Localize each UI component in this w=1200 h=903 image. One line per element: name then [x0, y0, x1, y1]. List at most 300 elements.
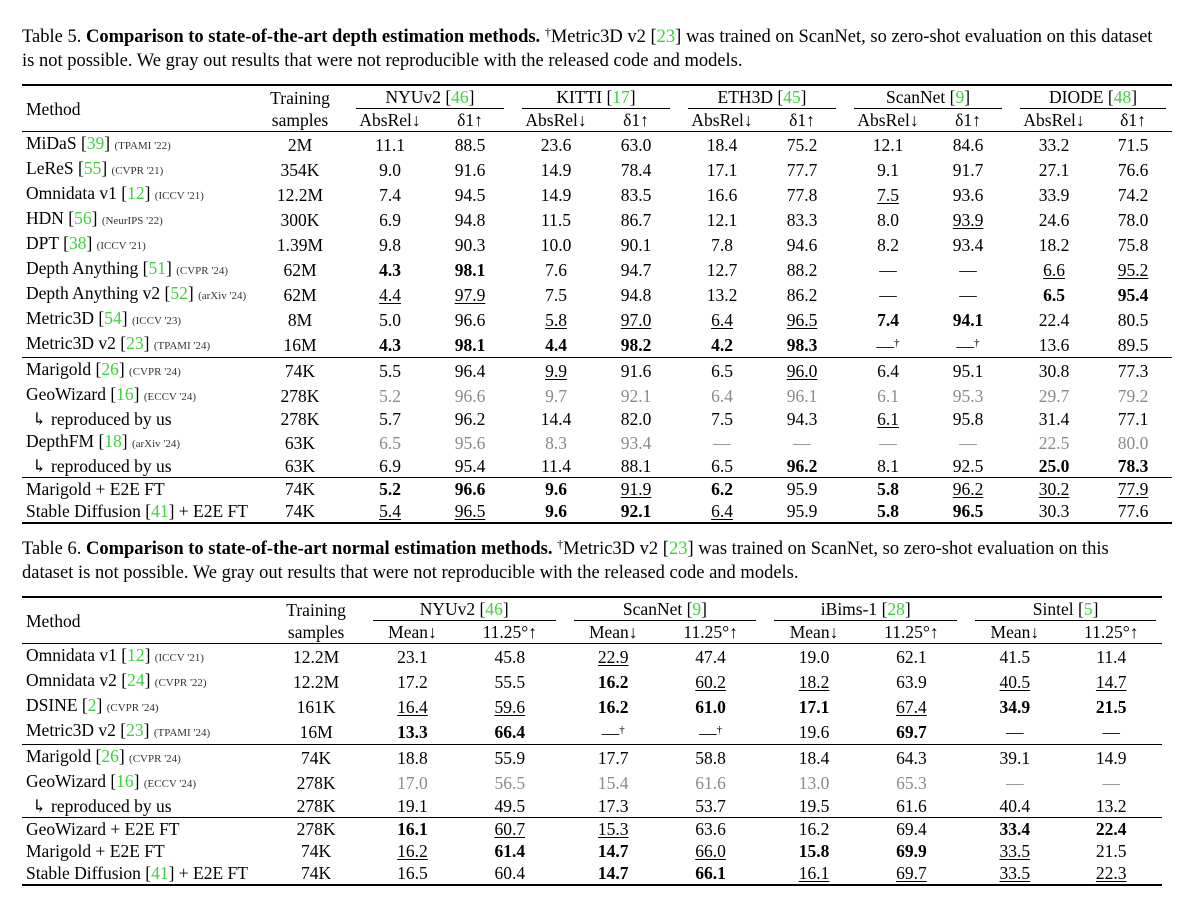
metric-value: 6.9 — [379, 209, 401, 230]
samples-cell — [265, 745, 366, 771]
metric-label: 11.25°↑ — [482, 622, 538, 642]
value-cell — [682, 307, 762, 332]
value-cell — [350, 430, 430, 455]
value-cell — [928, 307, 1008, 332]
value-cell — [928, 430, 1008, 455]
value-cell — [430, 332, 510, 358]
value-cell — [928, 207, 1008, 232]
samples-cell — [250, 455, 350, 478]
value-cell — [848, 408, 928, 430]
dataset-header — [682, 85, 842, 109]
metric-value: 98.1 — [454, 259, 486, 280]
value-cell — [1094, 257, 1172, 282]
metric-value: 17.1 — [798, 696, 830, 717]
metric-value: 96.5 — [786, 309, 818, 330]
metric-value: 17.3 — [597, 796, 629, 816]
metric-label: AbsRel↓ — [857, 110, 919, 130]
metric-value: 92.5 — [952, 456, 984, 476]
value-cell — [568, 694, 659, 719]
value-cell — [969, 745, 1060, 771]
value-cell — [848, 500, 928, 523]
value-cell — [659, 770, 762, 795]
metric-value: 96.4 — [454, 360, 486, 381]
dagger: † — [716, 724, 723, 736]
samples-value: 63K — [284, 432, 316, 453]
samples-value: 12.2M — [276, 184, 324, 205]
venue: (CVPR '22) — [154, 677, 207, 689]
samples-value: 74K — [301, 863, 332, 883]
dagger: † — [619, 724, 625, 736]
table-row — [22, 644, 1162, 670]
metric-value: 97.9 — [454, 284, 486, 305]
value-cell — [430, 307, 510, 332]
metric-value: 15.4 — [597, 772, 629, 793]
metric-value: 9.1 — [877, 159, 899, 180]
metric-value: 69.4 — [896, 819, 927, 839]
metric-header — [367, 621, 458, 644]
value-cell — [860, 862, 963, 885]
value-cell — [596, 132, 676, 158]
metric-value: 91.6 — [620, 360, 652, 381]
value-cell — [1060, 862, 1162, 885]
metric-value: 40.4 — [999, 796, 1031, 816]
metric-value: 33.4 — [999, 819, 1031, 839]
method-name: ↳ reproduced by us — [32, 456, 172, 476]
metric-value: 62.1 — [896, 646, 927, 667]
metric-value: 65.3 — [896, 772, 927, 793]
metric-value: 13.0 — [798, 772, 830, 793]
metric-value: 31.4 — [1038, 409, 1070, 429]
metric-value: 34.9 — [999, 696, 1031, 717]
value-cell — [367, 694, 458, 719]
metric-value: 94.8 — [454, 209, 486, 230]
metric-value: 5.0 — [379, 309, 401, 330]
table-row — [22, 157, 1172, 182]
value-cell — [1014, 182, 1094, 207]
metric-header — [659, 621, 762, 644]
value-cell — [928, 132, 1008, 158]
samples-cell — [265, 644, 366, 670]
method-cell: DPT [38] (ICCV '21) — [26, 233, 146, 253]
metric-value: 95.2 — [1117, 259, 1149, 280]
metric-value: 33.2 — [1038, 134, 1070, 155]
value-cell — [1014, 307, 1094, 332]
metric-value: 10.0 — [540, 234, 572, 255]
method-name: Omnidata v2 — [26, 670, 117, 690]
value-cell — [928, 455, 1008, 478]
value-cell — [568, 818, 659, 841]
method-name: GeoWizard — [26, 384, 106, 404]
value-cell — [762, 132, 842, 158]
value-cell — [430, 182, 510, 207]
metric-value: 6.4 — [711, 385, 733, 406]
metric-value: 5.7 — [379, 409, 401, 429]
method-name: Marigold — [26, 359, 92, 379]
metric-value: 8.2 — [877, 234, 899, 255]
metric-value: 7.5 — [877, 184, 899, 205]
metric-value: 22.9 — [597, 646, 629, 667]
metric-value: 69.7 — [896, 863, 927, 883]
metric-value: 15.3 — [597, 819, 629, 839]
value-cell — [458, 719, 561, 745]
dataset-header — [367, 597, 562, 621]
caption-note: Metric3D v2 [ — [550, 27, 657, 47]
value-cell — [1094, 478, 1172, 501]
header-row — [22, 597, 1162, 621]
method-cell: GeoWizard [16] (ECCV '24) — [26, 771, 197, 791]
dataset-header-inner: NYUv2 [46] — [373, 598, 556, 621]
metric-value: 61.6 — [695, 772, 726, 793]
metric-value: 8.0 — [877, 209, 899, 230]
value-cell — [768, 719, 859, 745]
value-cell — [516, 182, 596, 207]
value-cell — [516, 257, 596, 282]
method-cell: DSINE [2] (CVPR '24) — [26, 695, 159, 715]
dataset-name: ScanNet — [885, 87, 946, 107]
samples-cell — [265, 719, 366, 745]
metric-value: 61.4 — [494, 841, 526, 861]
value-cell — [1094, 383, 1172, 408]
samples-value: 62M — [283, 259, 317, 280]
value-cell — [596, 383, 676, 408]
metric-value: 93.4 — [620, 432, 652, 453]
value-cell — [1094, 132, 1172, 158]
value-cell — [848, 332, 928, 358]
value-cell — [596, 282, 676, 307]
value-cell — [969, 818, 1060, 841]
metric-value: 90.1 — [620, 234, 652, 255]
table-row — [22, 719, 1162, 745]
value-cell — [969, 644, 1060, 670]
dataset-name: ETH3D — [717, 87, 773, 107]
value-cell — [430, 257, 510, 282]
table-row — [22, 408, 1172, 430]
table-row — [22, 430, 1172, 455]
citation-ref: 26 — [101, 359, 119, 379]
metric-value: 60.4 — [494, 863, 526, 883]
dataset-name: KITTI — [556, 87, 603, 107]
metric-value: 6.1 — [877, 385, 899, 406]
value-cell — [1060, 840, 1162, 862]
value-cell — [430, 282, 510, 307]
metric-value: 95.4 — [1117, 284, 1149, 305]
metric-value: 77.6 — [1117, 501, 1149, 521]
metric-value: 9.7 — [545, 385, 567, 406]
venue: (TPAMI '24) — [153, 727, 211, 739]
value-cell — [928, 232, 1008, 257]
metric-value: 69.9 — [896, 841, 927, 861]
value-cell — [860, 770, 963, 795]
samples-value: 161K — [296, 696, 336, 717]
metric-value: 30.8 — [1038, 360, 1070, 381]
value-cell — [596, 408, 676, 430]
citation-ref: 17 — [612, 87, 630, 107]
metric-header — [848, 109, 928, 132]
citation-ref: 46 — [485, 599, 503, 619]
value-cell — [1060, 770, 1162, 795]
value-cell — [928, 332, 1008, 358]
citation-ref: 54 — [104, 308, 122, 328]
value-cell — [516, 282, 596, 307]
value-cell — [848, 207, 928, 232]
method-suffix: + E2E FT — [174, 501, 248, 521]
value-cell — [1060, 694, 1162, 719]
table5-caption — [22, 25, 1162, 73]
value-cell — [762, 478, 842, 501]
metric-value: 22.3 — [1095, 863, 1127, 883]
citation-ref: 46 — [451, 87, 469, 107]
value-cell — [659, 862, 762, 885]
table6-title: Comparison to state-of-the-art normal estimation methods. — [85, 539, 553, 559]
metric-value: — — [879, 259, 897, 280]
value-cell — [430, 430, 510, 455]
samples-cell — [265, 840, 366, 862]
samples-cell — [250, 282, 350, 307]
value-cell — [516, 408, 596, 430]
metric-value: 78.3 — [1117, 456, 1149, 476]
metric-value: 29.7 — [1038, 385, 1070, 406]
value-cell — [596, 430, 676, 455]
metric-value: 5.4 — [379, 501, 401, 521]
value-cell — [768, 770, 859, 795]
metric-value: 6.9 — [379, 456, 401, 476]
metric-value: 63.6 — [695, 819, 726, 839]
metric-value: 6.4 — [711, 501, 733, 521]
metric-value: 76.6 — [1117, 159, 1149, 180]
samples-label: samples — [271, 109, 329, 130]
value-cell — [659, 818, 762, 841]
samples-value: 62M — [283, 284, 317, 305]
method-cell: LeReS [55] (CVPR '21) — [26, 158, 164, 178]
metric-header — [458, 621, 561, 644]
metric-value: 78.0 — [1117, 209, 1149, 230]
table-row — [22, 694, 1162, 719]
citation-ref: 41 — [151, 501, 169, 521]
metric-value: 24.6 — [1038, 209, 1070, 230]
method-name: MiDaS — [26, 133, 77, 153]
metric-value: 96.6 — [454, 309, 486, 330]
samples-value: 63K — [284, 456, 316, 476]
value-cell — [367, 669, 458, 694]
metric-header — [1094, 109, 1172, 132]
citation-ref: 12 — [127, 645, 145, 665]
metric-header — [1014, 109, 1094, 132]
metric-value: 6.5 — [711, 360, 733, 381]
metric-value: 88.2 — [786, 259, 818, 280]
metric-value: 25.0 — [1038, 456, 1070, 476]
dataset-header-inner: ScanNet [9] — [854, 86, 1002, 109]
method-name: LeReS — [26, 158, 74, 178]
metric-value: 12.1 — [706, 209, 738, 230]
metric-label: δ1↑ — [1120, 110, 1146, 130]
table-row — [22, 862, 1162, 885]
metric-value: 4.4 — [545, 334, 567, 355]
samples-value: 74K — [284, 360, 316, 381]
value-cell — [848, 282, 928, 307]
method-name: DPT — [26, 233, 59, 253]
value-cell — [768, 694, 859, 719]
metric-value: 45.8 — [494, 646, 526, 667]
metric-value: 86.7 — [620, 209, 652, 230]
dataset-header — [350, 85, 510, 109]
metric-label: AbsRel↓ — [691, 110, 753, 130]
value-cell — [860, 694, 963, 719]
method-name: Metric3D — [26, 308, 95, 328]
metric-header — [682, 109, 762, 132]
value-cell — [516, 307, 596, 332]
metric-value: 17.7 — [597, 747, 629, 768]
value-cell — [860, 669, 963, 694]
caption-note: ] was trained on ScanNet, so zero-shot evaluation on this dataset is not possible. We gray out results that were not reproducible with the released code and models. — [22, 539, 1109, 583]
table5 — [22, 84, 1172, 524]
metric-value: 9.0 — [379, 159, 401, 180]
value-cell — [682, 478, 762, 501]
value-cell — [458, 669, 561, 694]
samples-value: 74K — [301, 841, 332, 861]
value-cell — [430, 455, 510, 478]
samples-cell — [250, 478, 350, 501]
value-cell — [458, 840, 561, 862]
method-cell: Omnidata v1 [12] (ICCV '21) — [22, 644, 265, 670]
value-cell — [430, 157, 510, 182]
metric-value: 61.0 — [695, 696, 726, 717]
venue: (CVPR '24) — [106, 702, 159, 714]
value-cell — [458, 745, 561, 771]
metric-value: — — [793, 432, 811, 453]
metric-value: 22.4 — [1095, 819, 1127, 839]
value-cell — [350, 257, 430, 282]
samples-value: 12.2M — [293, 646, 340, 667]
metric-value: 19.0 — [798, 646, 830, 667]
table6-caption — [22, 537, 1162, 585]
samples-value: 8M — [287, 309, 313, 330]
value-cell — [928, 500, 1008, 523]
method-cell: GeoWizard [16] (ECCV '24) — [26, 384, 197, 404]
value-cell — [516, 132, 596, 158]
metric-value: 17.0 — [397, 772, 428, 793]
metric-header — [596, 109, 676, 132]
value-cell — [969, 862, 1060, 885]
value-cell — [928, 257, 1008, 282]
metric-value: 96.2 — [952, 479, 984, 499]
value-cell — [762, 182, 842, 207]
venue: (ICCV '21) — [96, 240, 146, 252]
table-row — [22, 132, 1172, 158]
method-name: Omnidata v1 — [26, 645, 117, 665]
samples-cell — [250, 500, 350, 523]
metric-value: 77.8 — [786, 184, 818, 205]
value-cell — [596, 500, 676, 523]
value-cell — [516, 207, 596, 232]
dagger: † — [544, 25, 551, 39]
table5-label: Table 5. — [22, 27, 82, 47]
value-cell — [860, 719, 963, 745]
method-cell: Metric3D v2 [23] (TPAMI '24) — [26, 333, 211, 353]
value-cell — [762, 157, 842, 182]
value-cell — [350, 500, 430, 523]
value-cell — [682, 257, 762, 282]
metric-value: 14.9 — [1095, 747, 1127, 768]
dataset-header-inner: NYUv2 [46] — [356, 86, 504, 109]
citation-ref: 39 — [86, 133, 105, 153]
value-cell — [458, 770, 561, 795]
venue: (ICCV '21) — [154, 190, 204, 202]
metric-value: 63.0 — [620, 134, 652, 155]
samples-value: 278K — [280, 385, 320, 406]
metric-value: 16.4 — [397, 696, 428, 717]
metric-value: — — [876, 336, 895, 356]
samples-value: 278K — [296, 772, 336, 793]
value-cell — [969, 669, 1060, 694]
metric-header — [516, 109, 596, 132]
value-cell — [596, 332, 676, 358]
metric-value: 13.6 — [1038, 334, 1070, 355]
table-row — [22, 478, 1172, 501]
method-name: Marigold + E2E FT — [26, 479, 165, 499]
dataset-header — [516, 85, 676, 109]
method-cell — [22, 818, 265, 841]
metric-value: 49.5 — [494, 796, 526, 816]
dataset-name: iBims-1 — [820, 599, 878, 619]
metric-value: 96.2 — [454, 409, 486, 429]
value-cell — [659, 840, 762, 862]
table5-title: Comparison to state-of-the-art depth estimation methods. — [85, 27, 541, 47]
value-cell — [860, 840, 963, 862]
value-cell — [458, 862, 561, 885]
citation-ref: 2 — [87, 695, 97, 715]
table6 — [22, 596, 1162, 886]
metric-value: 95.9 — [786, 501, 818, 521]
value-cell — [430, 478, 510, 501]
metric-value: — — [959, 259, 977, 280]
metric-value: 18.2 — [1038, 234, 1070, 255]
dagger: † — [557, 537, 564, 551]
dataset-header — [568, 597, 763, 621]
value-cell — [430, 500, 510, 523]
metric-value: 91.6 — [454, 159, 486, 180]
value-cell — [848, 182, 928, 207]
value-cell — [860, 818, 963, 841]
value-cell — [682, 132, 762, 158]
training-label: Training — [270, 87, 330, 108]
venue: (TPAMI '22) — [114, 140, 171, 152]
samples-cell — [265, 795, 366, 818]
venue: (CVPR '21) — [111, 165, 164, 177]
samples-cell — [250, 430, 350, 455]
value-cell — [1094, 307, 1172, 332]
samples-value: 16M — [283, 334, 317, 355]
method-name: Stable Diffusion — [26, 863, 141, 883]
citation-ref: 23 — [656, 27, 676, 47]
venue: (arXiv '24) — [198, 290, 247, 302]
citation-ref: 38 — [68, 233, 87, 253]
method-cell: Metric3D v2 [23] (TPAMI '24) — [26, 720, 211, 740]
value-cell — [367, 862, 458, 885]
citation-ref: 9 — [955, 87, 965, 107]
value-cell — [768, 745, 859, 771]
table-row — [22, 669, 1162, 694]
value-cell — [1014, 132, 1094, 158]
metric-label: 11.25°↑ — [683, 622, 738, 642]
training-samples-header — [265, 597, 366, 644]
method-cell: HDN [56] (NeurIPS '22) — [26, 208, 163, 228]
table-row — [22, 257, 1172, 282]
value-cell — [1014, 408, 1094, 430]
table-row — [22, 182, 1172, 207]
metric-value: 92.1 — [620, 501, 652, 521]
metric-value: 7.4 — [877, 309, 899, 330]
value-cell — [516, 383, 596, 408]
